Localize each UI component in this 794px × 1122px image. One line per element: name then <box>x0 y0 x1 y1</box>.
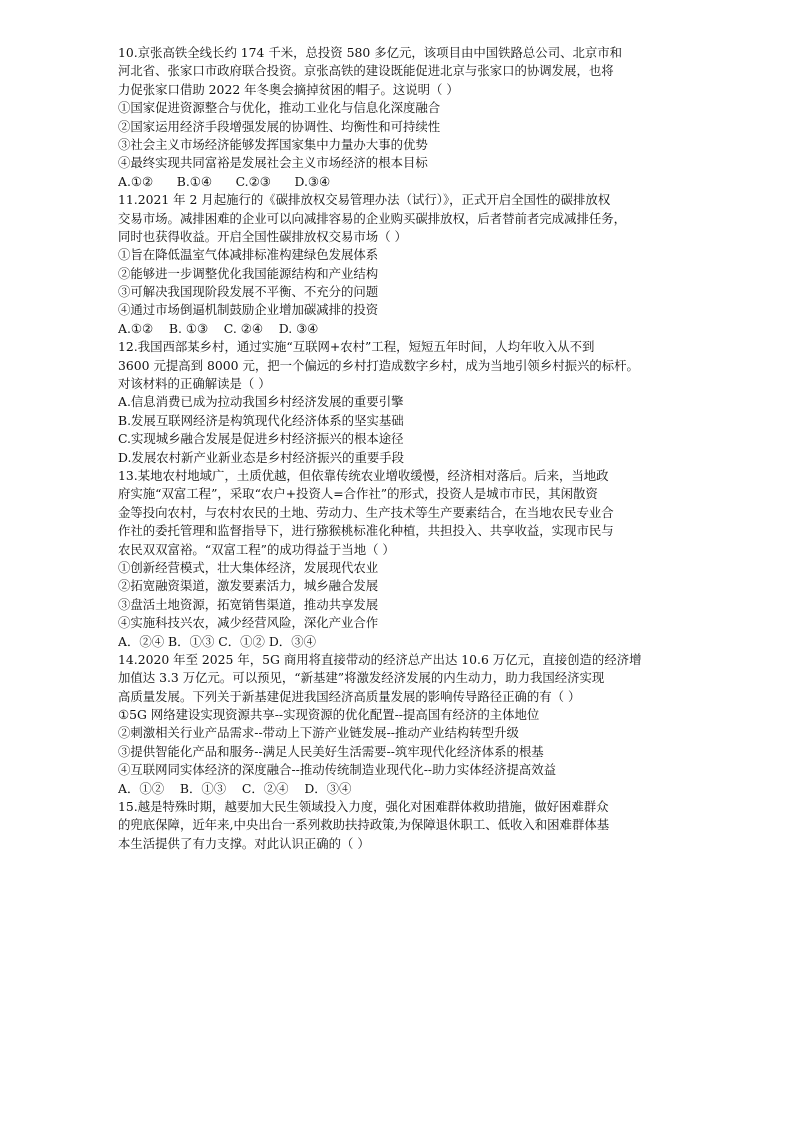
option-statement: C.实现城乡融合发展是促进乡村经济振兴的根本途径 <box>118 431 404 447</box>
question-stem-line: 对该材料的正确解读是（ ） <box>118 376 271 392</box>
question-stem-line: 府实施“双富工程”，采取“农户+投资人=合作社”的形式，投资人是城市市民，其闲散资 <box>118 486 598 502</box>
answer-choices: A.①② B. ①③ C. ②④ D. ③④ <box>118 320 319 336</box>
option-statement: ④实施科技兴农，减少经营风险，深化产业合作 <box>118 615 379 631</box>
option-statement: D.发展农村新产业新业态是乡村经济振兴的重要手段 <box>118 449 405 465</box>
question-stem-line: 14.2020 年至 2025 年，5G 商用将直接带动的经济总产出达 10.6 万亿元，直接创造的经济增 <box>118 651 642 667</box>
question-stem-line: 的兜底保障，近年来,中央出台一系列救助扶持政策,为保障退休职工、低收入和困难群体基 <box>118 817 610 833</box>
question-13 <box>118 467 686 651</box>
option-statement: ④最终实现共同富裕是发展社会主义市场经济的根本目标 <box>118 155 428 171</box>
option-statement: ③可解决我国现阶段发展不平衡、不充分的问题 <box>118 284 379 300</box>
option-statement: ②能够进一步调整优化我国能源结构和产业结构 <box>118 265 379 281</box>
option-statement: ④通过市场倒逼机制鼓励企业增加碳减排的投资 <box>118 302 379 318</box>
answer-choices: A．②④ B．①③ C．①② D．③④ <box>118 633 316 649</box>
option-statement: ③提供智能化产品和服务--满足人民美好生活需要--筑牢现代化经济体系的根基 <box>118 743 544 759</box>
option-statement: ②刺激相关行业产品需求--带动上下游产业链发展--推动产业结构转型升级 <box>118 725 519 741</box>
answer-choices: A．①② B．①③ C．②④ D．③④ <box>118 780 352 796</box>
question-stem-line: 13.某地农村地域广，土质优越，但依靠传统农业增收缓慢，经济相对落后。后来，当地政 <box>118 467 609 483</box>
option-statement: ③社会主义市场经济能够发挥国家集中力量办大事的优势 <box>118 136 428 152</box>
option-statement: ②国家运用经济手段增强发展的协调性、均衡性和可持续性 <box>118 118 441 134</box>
option-statement: A.信息消费已成为拉动我国乡村经济发展的重要引擎 <box>118 394 404 410</box>
question-12 <box>118 338 686 467</box>
option-statement: ②拓宽融资渠道，激发要素活力，城乡融合发展 <box>118 578 379 594</box>
question-10 <box>118 44 686 191</box>
option-statement: ①旨在降低温室气体减排标准构建绿色发展体系 <box>118 247 379 263</box>
answer-choices: A.①② B.①④ C.②③ D.③④ <box>118 173 331 189</box>
question-stem-line: 作社的委托管理和监督指导下，进行猕猴桃标准化种植，共担投入、共享收益，实现市民与 <box>118 523 614 539</box>
question-stem-line: 河北省、张家口市政府联合投资。京张高铁的建设既能促进北京与张家口的协调发展，也将 <box>118 63 614 79</box>
question-11 <box>118 191 686 338</box>
question-stem-line: 3600 元提高到 8000 元，把一个偏远的乡村打造成数字乡村，成为当地引领乡村振兴的标杆。 <box>118 357 639 373</box>
question-stem-line: 力促张家口借助 2022 年冬奥会摘掉贫困的帽子。这说明（ ） <box>118 81 459 97</box>
question-stem-line: 12.我国西部某乡村，通过实施“互联网+农村”工程，短短五年时间，人均年收入从不到 <box>118 339 595 355</box>
question-14 <box>118 651 686 798</box>
question-stem-line: 金等投向农村，与农村农民的土地、劳动力、生产技术等生产要素结合，在当地农民专业合 <box>118 504 614 520</box>
question-stem-line: 同时也获得收益。开启全国性碳排放权交易市场（ ） <box>118 228 407 244</box>
option-statement: ①创新经营模式，壮大集体经济，发展现代农业 <box>118 559 379 575</box>
option-statement: ③盘活土地资源，拓宽销售渠道，推动共享发展 <box>118 596 379 612</box>
option-statement: ④互联网同实体经济的深度融合--推动传统制造业现代化--助力实体经济提高效益 <box>118 762 557 778</box>
question-stem-line: 10.京张高铁全线长约 174 千米，总投资 580 多亿元，该项目由中国铁路总公司、北京市和 <box>118 45 623 60</box>
option-statement: ①5G 网络建设实现资源共享--实现资源的优化配置--提高国有经济的主体地位 <box>118 707 540 723</box>
option-statement: ①国家促进资源整合与优化，推动工业化与信息化深度融合 <box>118 100 441 116</box>
question-stem-line: 本生活提供了有力支撑。对此认识正确的（ ） <box>118 835 370 851</box>
question-stem-line: 15.越是特殊时期，越要加大民生领域投入力度，强化对困难群体救助措施，做好困难群众 <box>118 799 609 815</box>
question-stem-line: 加值达 3.3 万亿元。可以预见，“新基建”将激发经济发展的内生动力，助力我国经济实现 <box>118 670 605 686</box>
question-stem-line: 农民双双富裕。“双富工程”的成功得益于当地（ ） <box>118 541 395 557</box>
question-stem-line: 高质量发展。下列关于新基建促进我国经济高质量发展的影响传导路径正确的有（ ） <box>118 688 581 704</box>
question-stem-line: 交易市场。减排困难的企业可以向减排容易的企业购买碳排放权，后者替前者完成减排任务， <box>118 210 627 226</box>
question-15 <box>118 798 686 853</box>
option-statement: B.发展互联网经济是构筑现代化经济体系的坚实基础 <box>118 412 404 428</box>
exam-page <box>118 44 686 853</box>
question-stem-line: 11.2021 年 2 月起施行的《碳排放权交易管理办法（试行）》，正式开启全国性的碳排放权 <box>118 192 611 208</box>
